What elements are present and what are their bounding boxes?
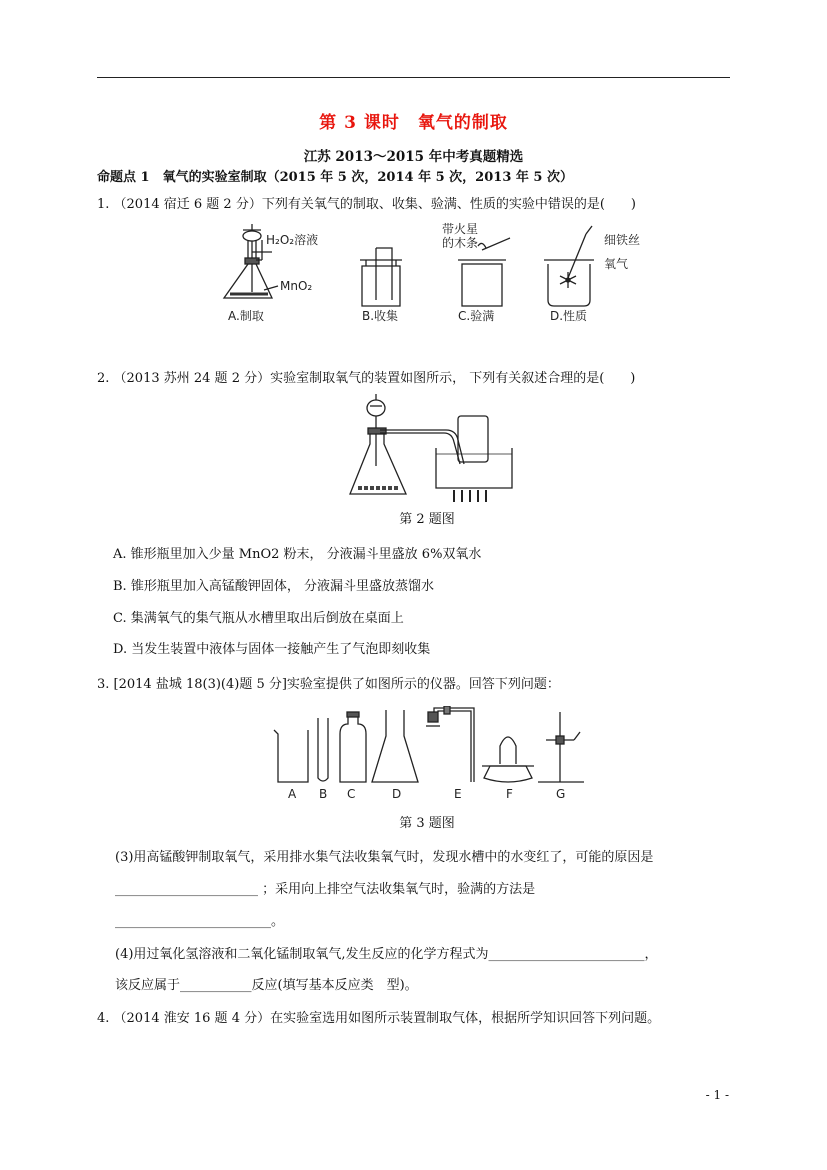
figure-option-a: A.制取 xyxy=(228,309,264,323)
question-1-figure xyxy=(210,220,670,328)
apparatus-label-b: B xyxy=(319,787,328,801)
label-iron-wire: 细铁丝 xyxy=(604,233,641,247)
label-splint-2: 的木条 xyxy=(442,236,479,250)
figure-d-property xyxy=(544,226,594,306)
question-3-part-3-line-2: ______________________ ；采用向上排空气法收集氧气时，验满的方法是 xyxy=(115,882,536,897)
question-1-stem: 1. （2014 宿迁 6 题 2 分）下列有关氧气的制取、收集、验满、性质的实验中错误的是( ) xyxy=(97,197,636,212)
question-3-stem: 3. [2014 盐城 18(3)(4)题 5 分]实验室提供了如图所示的仪器。回答下列问题： xyxy=(97,677,560,692)
question-3-part-3-line-1: (3)用高锰酸钾制取氧气，采用排水集气法收集氧气时，发现水槽中的水变红了，可能的原因是 xyxy=(115,850,654,865)
apparatus-label-c: C xyxy=(347,787,356,801)
question-2-option-a: A. 锥形瓶里加入少量 MnO2 粉末， 分液漏斗里盛放 6%双氧水 xyxy=(113,547,482,562)
page-number: - 1 - xyxy=(705,1088,729,1102)
question-2-option-c: C. 集满氧气的集气瓶从水槽里取出后倒放在桌面上 xyxy=(113,611,404,626)
question-2-stem: 2. （2013 苏州 24 题 2 分）实验室制取氧气的装置如图所示， 下列有关叙述合理的是( ) xyxy=(97,371,636,386)
figure-option-c: C.验满 xyxy=(458,309,495,323)
section-heading: 命题点 1 氧气的实验室制取（2015 年 5 次，2014 年 5 次，2013 年 5 次） xyxy=(97,170,573,185)
question-4-stem: 4. （2014 淮安 16 题 4 分）在实验室选用如图所示装置制取气体，根据所学知识回答下列问题。 xyxy=(97,1011,661,1026)
question-3-part-4-line-1: (4)用过氧化氢溶液和二氧化锰制取氧气,发生反应的化学方程式为________________________， xyxy=(115,947,658,962)
page-title: 第 3 课时 氧气的制取 xyxy=(319,113,508,133)
question-2-option-b: B. 锥形瓶里加入高锰酸钾固体， 分液漏斗里盛放蒸馏水 xyxy=(113,579,434,594)
apparatus-label-a: A xyxy=(288,787,297,801)
question-2-figure xyxy=(340,392,520,502)
apparatus-label-e: E xyxy=(454,787,462,801)
apparatus-label-f: F xyxy=(506,787,513,801)
page-subtitle: 江苏 2013～2015 年中考真题精选 xyxy=(303,149,524,165)
question-2-caption: 第 2 题图 xyxy=(399,512,455,527)
figure-option-b: B.收集 xyxy=(362,309,399,323)
question-3-caption: 第 3 题图 xyxy=(399,816,455,831)
question-3-part-4-line-2: 该反应属于___________反应(填写基本反应类 型)。 xyxy=(115,978,418,993)
question-2-option-d: D. 当发生装置中液体与固体一接触产生了气泡即刻收集 xyxy=(113,642,431,657)
question-3-figure xyxy=(268,706,588,802)
question-3-part-3-line-3: ________________________。 xyxy=(115,914,285,929)
label-splint: 带火星 xyxy=(442,222,479,236)
label-oxygen: 氧气 xyxy=(604,257,629,271)
figure-option-d: D.性质 xyxy=(550,309,588,323)
label-h2o2: H₂O₂溶液 xyxy=(266,233,319,247)
figure-b-collection xyxy=(360,248,402,306)
label-mno2: MnO₂ xyxy=(280,279,313,293)
header-rule xyxy=(97,77,730,78)
apparatus-label-g: G xyxy=(556,787,566,801)
apparatus-label-d: D xyxy=(392,787,402,801)
